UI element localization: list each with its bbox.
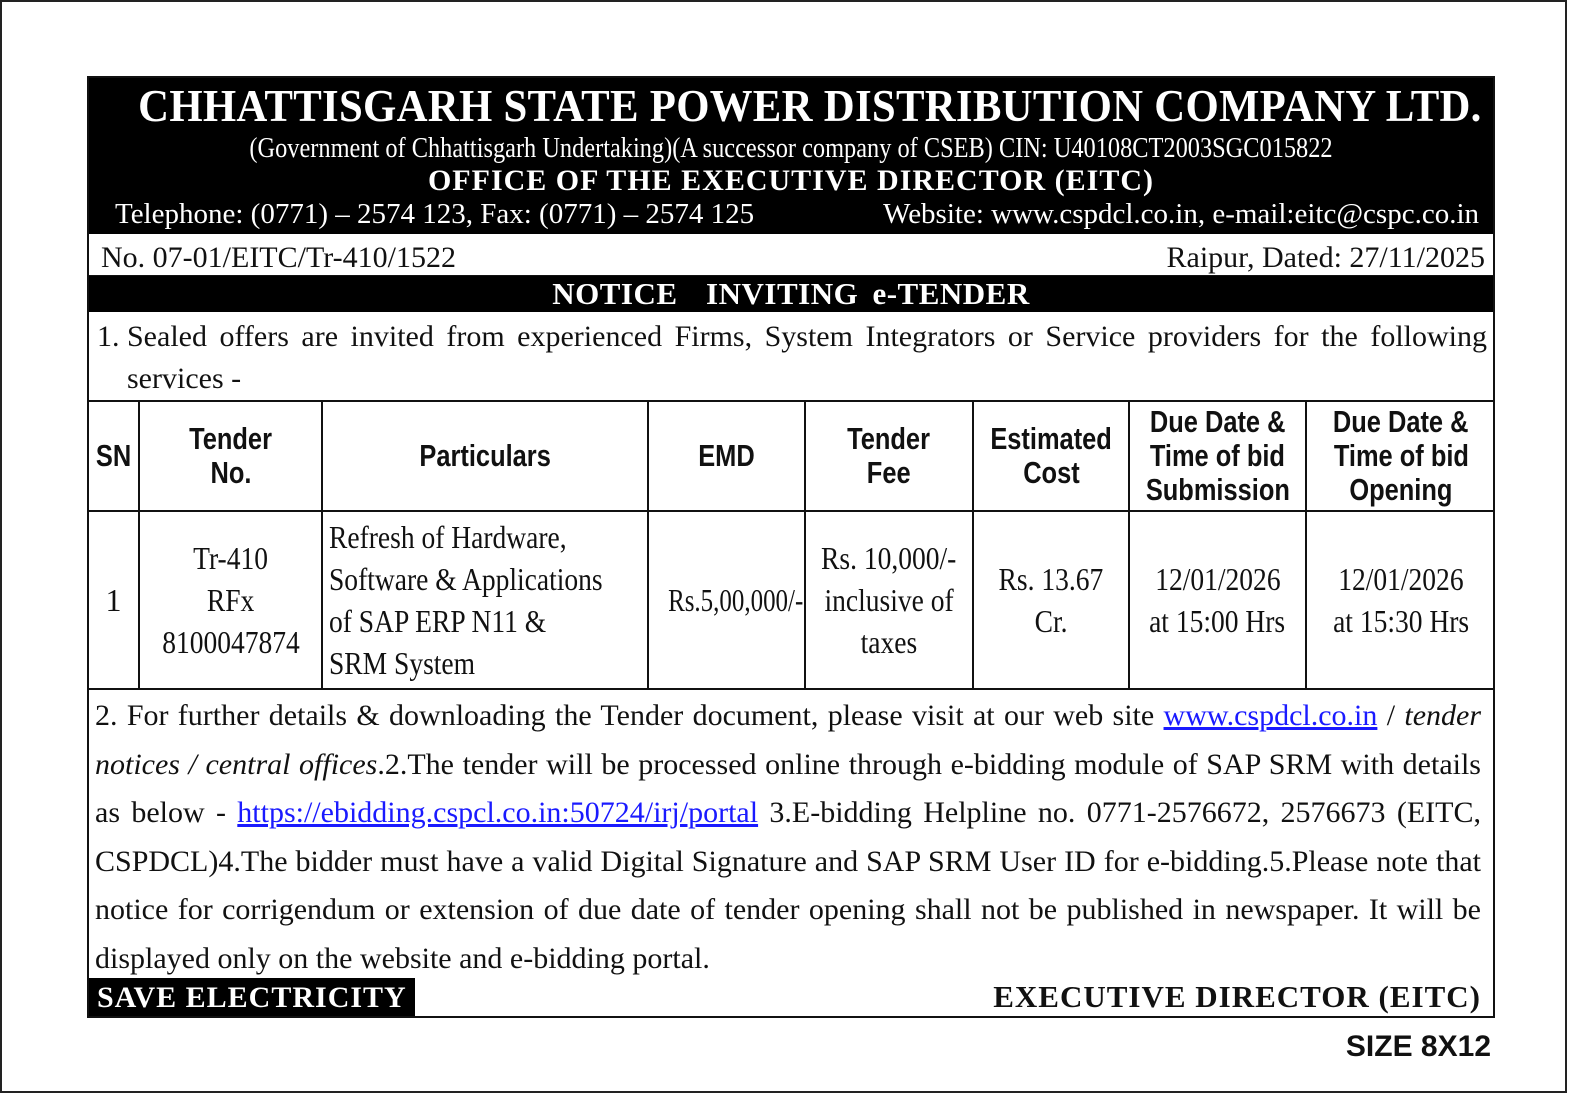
cell-tender-no: Tr-410 RFx 8100047874 <box>139 511 322 689</box>
save-electricity-badge: SAVE ELECTRICITY <box>89 978 415 1016</box>
header-sn: SN <box>89 401 139 511</box>
reference-line <box>89 234 1493 276</box>
intro-paragraph <box>89 312 1493 400</box>
cell-estimated-cost: Rs. 13.67 Cr. <box>973 511 1129 689</box>
table-header-row <box>89 401 1495 511</box>
cspdcl-website-link[interactable]: www.cspdcl.co.in <box>1163 699 1378 732</box>
details-paragraph <box>89 690 1493 976</box>
cell-submission-date: 12/01/2026 at 15:00 Hrs <box>1129 511 1306 689</box>
tender-notice <box>87 76 1495 1018</box>
website-email: Website: www.cspdcl.co.in, e-mail:eitc@cspc.co.in <box>883 198 1479 230</box>
tender-notices-path: tender notices / central offices <box>95 699 1481 781</box>
header-tender-fee: Tender Fee <box>805 401 973 511</box>
notice-title-banner: NOTICE INVITING e-TENDER <box>89 276 1493 312</box>
notice-footer <box>89 978 1493 1016</box>
signatory: EXECUTIVE DIRECTOR (EITC) <box>993 979 1481 1014</box>
header-estimated-cost: Estimated Cost <box>973 401 1129 511</box>
header-emd: EMD <box>648 401 805 511</box>
details-text-3: .2.The tender will be processed online through e-bidding module of SAP SRM with details as below - <box>95 747 1481 829</box>
details-text-4: 3.E-bidding Helpline no. 0771-2576672, 2576673 (EITC, CSPDCL)4.The bidder must have a valid Digital Signature and SAP SRM User ID for e-bidding.5.Please note that notice for corrigendum or extension of due date of tender opening shall not be published in newspaper. It will be displayed only on the website and e-bidding portal. <box>95 796 1481 975</box>
company-subline: (Government of Chhattisgarh Undertaking)(A successor company of CSEB) CIN: U40108CT2003SGC015822 <box>249 132 1333 164</box>
cell-tender-fee: Rs. 10,000/- inclusive of taxes <box>805 511 973 689</box>
reference-number: No. 07-01/EITC/Tr-410/1522 <box>101 241 456 274</box>
header-opening-date: Due Date & Time of bid Opening <box>1306 401 1495 511</box>
cell-particulars: Refresh of Hardware, Software & Applications of SAP ERP N11 & SRM System <box>322 511 648 689</box>
tender-table <box>89 400 1495 690</box>
header-tender-no: Tender No. <box>139 401 322 511</box>
header-submission-date: Due Date & Time of bid Submission <box>1129 401 1306 511</box>
reference-date: Raipur, Dated: 27/11/2025 <box>1166 241 1485 274</box>
details-text-2: / <box>1377 699 1396 732</box>
intro-number: 1. <box>97 320 120 353</box>
header-particulars: Particulars <box>322 401 648 511</box>
company-name: CHHATTISGARH STATE POWER DISTRIBUTION COMPANY LTD. <box>138 80 1482 131</box>
ebidding-portal-link[interactable]: https://ebidding.cspcl.co.in:50724/irj/portal <box>237 796 759 829</box>
intro-text: Sealed offers are invited from experienced Firms, System Integrators or Service providers for the following services - <box>127 320 1487 395</box>
cell-emd: Rs.5,00,000/- <box>648 511 805 689</box>
table-row <box>89 511 1495 689</box>
telephone-fax: Telephone: (0771) – 2574 123, Fax: (0771) – 2574 125 <box>115 198 755 230</box>
size-label: SIZE 8X12 <box>1345 1030 1491 1063</box>
cell-opening-date: 12/01/2026 at 15:30 Hrs <box>1306 511 1495 689</box>
notice-header <box>89 78 1493 234</box>
cell-sn: 1 <box>89 511 139 689</box>
contact-line <box>89 198 1493 230</box>
details-text-1: 2. For further details & downloading the Tender document, please visit at our web site <box>95 699 1164 732</box>
office-name: OFFICE OF THE EXECUTIVE DIRECTOR (EITC) <box>427 164 1155 197</box>
